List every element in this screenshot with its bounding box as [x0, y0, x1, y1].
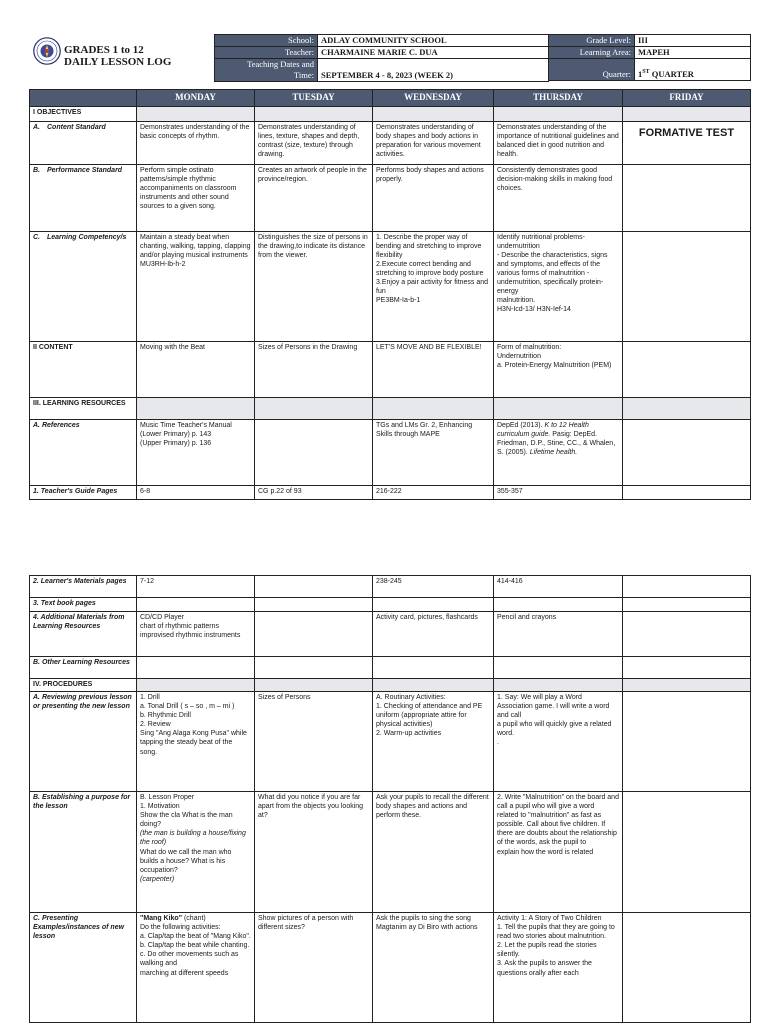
learners-materials-wed: 238-245: [373, 576, 494, 598]
objectives-fri: [623, 106, 751, 121]
lesson-log-table-2: [29, 575, 751, 1023]
references-thu-part: Pasig: DepEd. Friedman, D.P., Stine, CC., & Whalen, S. (2005).: [497, 430, 616, 456]
header-info-right: [548, 34, 751, 81]
references-row: [30, 419, 751, 485]
references-thu-part: DepEd (2013).: [497, 421, 545, 429]
competency-thu-line: Identify nutritional problems- undernutrition: [497, 233, 585, 250]
presenting-wed: Ask the pupils to sing the song Magtanim ay Di Biro with actions: [373, 913, 494, 1023]
teachers-guide-mon: 6-8: [137, 485, 255, 499]
presenting-thu: [494, 913, 623, 1023]
competency-tue: Distinguishes the size of persons in the drawing,to indicate its distance from the viewer.: [255, 231, 373, 341]
purpose-mon-line: Show the cla What is the man doing?: [140, 812, 233, 829]
learners-materials-tue: [255, 576, 373, 598]
purpose-mon-italic: (the man is building a house/fixing the roof): [140, 830, 246, 847]
day-thursday: THURSDAY: [494, 90, 623, 107]
reviewing-thu-line: a pupil who will quickly give a related word.: [497, 721, 612, 738]
purpose-fri: [623, 792, 751, 913]
reviewing-mon-line: 1. Drill: [140, 694, 160, 701]
competency-wed-line: 1. Describe the proper way of bending and stretching to improve flexibility: [376, 233, 482, 259]
competency-wed-line: 3.Enjoy a pair activity for fitness and fun: [376, 279, 489, 296]
competency-thu-line: malnutrition.: [497, 297, 536, 305]
teachers-guide-label: 1. Teacher's Guide Pages: [30, 485, 137, 499]
dates-label-line2: Time:: [293, 70, 314, 81]
content-thu: [494, 341, 623, 397]
quarter-label: Quarter:: [549, 59, 635, 81]
competency-thu-line: various forms of malnutrition - undernutrition, specifically protein-energy: [497, 270, 604, 296]
presenting-label: C. Presenting Examples/instances of new lesson: [30, 913, 137, 1023]
presenting-thu-line: 1. Tell the pupils that they are going to read two stories about malnutrition.: [497, 924, 615, 941]
quarter-number: 1: [638, 69, 643, 80]
references-tue: [255, 419, 373, 485]
dates-value: SEPTEMBER 4 - 8, 2023 (WEEK 2): [318, 59, 549, 82]
content-fri: [623, 341, 751, 397]
procedures-tue: [255, 679, 373, 692]
reviewing-thu: [494, 692, 623, 792]
purpose-row: [30, 792, 751, 913]
objectives-wed: [373, 106, 494, 121]
presenting-mon-line: c. Do other movements such as walking and: [140, 951, 239, 968]
objectives-tue: [255, 106, 373, 121]
purpose-mon-italic: (carpenter): [140, 875, 175, 883]
reviewing-wed: [373, 692, 494, 792]
additional-materials-thu: Pencil and crayons: [494, 612, 623, 657]
teachers-guide-row: [30, 485, 751, 499]
content-thu-line: Undernutrition: [497, 352, 541, 360]
presenting-mon-line: marching at different speeds: [140, 969, 229, 977]
teacher-value: CHARMAINE MARIE C. DUA: [318, 47, 549, 59]
purpose-thu-line: 2. Write "Malnutrition" on the board and call a pupil who will give a word: [497, 794, 619, 811]
learners-materials-label: 2. Learner's Materials pages: [30, 576, 137, 598]
learning-resources-wed: [373, 397, 494, 419]
reviewing-mon-line: Sing "Ang Alaga Kong Pusa" while tapping the steady beat of the song.: [140, 730, 247, 756]
competency-mon: Maintain a steady beat when chanting, walking, tapping, clapping and/or playing musical instruments MU3RH-Ib-h-2: [137, 231, 255, 341]
competency-wed: [373, 231, 494, 341]
other-resources-fri: [623, 657, 751, 679]
presenting-thu-line: 3. Ask the pupils to answer the questions orally after each: [497, 960, 592, 977]
procedures-wed: [373, 679, 494, 692]
textbook-label: 3. Text book pages: [30, 598, 137, 612]
presenting-thu-line: 2. Let the pupils read the stories silently.: [497, 942, 597, 959]
competency-thu-line: - Describe the characteristics, signs and symptoms, and effects of the: [497, 251, 608, 268]
content-thu-line: Form of malnutrition:: [497, 343, 562, 351]
textbook-wed: [373, 598, 494, 612]
references-mon: [137, 419, 255, 485]
performance-standard-thu: Consistently demonstrates good decision-making skills in making food choices.: [494, 164, 623, 231]
purpose-thu-line: related to "malnutrition" as fast as possible. Call about five children. If: [497, 812, 606, 829]
references-label: A. References: [30, 419, 137, 485]
content-standard-mon: Demonstrates understanding of the basic concepts of rhythm.: [137, 121, 255, 164]
performance-standard-label: [30, 164, 137, 231]
objectives-mon: [137, 106, 255, 121]
learning-area-value: MAPEH: [635, 47, 751, 59]
performance-standard-text: Performance Standard: [47, 166, 123, 174]
content-tue: Sizes of Persons in the Drawing: [255, 341, 373, 397]
other-resources-label: B. Other Learning Resources: [30, 657, 137, 679]
learners-materials-mon: 7-12: [137, 576, 255, 598]
presenting-mon-title: [140, 914, 251, 923]
objectives-row: [30, 106, 751, 121]
purpose-mon-line: 1. Motivation: [140, 803, 180, 811]
other-resources-wed: [373, 657, 494, 679]
purpose-thu-line: there are doubts about the relationship of the words, ask the pupil to: [497, 830, 617, 847]
learning-resources-fri: [623, 397, 751, 419]
performance-standard-tue: Creates an artwork of people in the province/region.: [255, 164, 373, 231]
references-thu: [494, 419, 623, 485]
purpose-label: B. Establishing a purpose for the lesson: [30, 792, 137, 913]
objectives-heading: I OBJECTIVES: [30, 106, 137, 121]
teachers-guide-fri: [623, 485, 751, 499]
day-header-row: [30, 90, 751, 107]
textbook-tue: [255, 598, 373, 612]
procedures-mon: [137, 679, 255, 692]
other-resources-thu: [494, 657, 623, 679]
reviewing-fri: [623, 692, 751, 792]
presenting-mon-line: b. Clap/tap the beat while chanting.: [140, 942, 250, 950]
reviewing-mon-line: b. Rhythmic Drill: [140, 712, 191, 720]
additional-materials-row: [30, 612, 751, 657]
content-standard-wed: Demonstrates understanding of body shapes and body actions in preparation for various movement activities.: [373, 121, 494, 164]
additional-materials-mon: [137, 612, 255, 657]
references-thu-italic: K to 12 Health curriculum guide.: [497, 421, 589, 438]
competency-wed-line: PE3BM-Ia-b-1: [376, 297, 421, 305]
procedures-row: [30, 679, 751, 692]
day-monday: MONDAY: [137, 90, 255, 107]
reviewing-mon-line: a. Tonal Drill ( s – so , m – mi ): [140, 703, 235, 711]
reviewing-tue: Sizes of Persons: [255, 692, 373, 792]
presenting-mon: [137, 913, 255, 1023]
learning-resources-tue: [255, 397, 373, 419]
learning-resources-thu: [494, 397, 623, 419]
lesson-log-table-1: [29, 89, 751, 500]
teachers-guide-tue: CG p.22 of 93: [255, 485, 373, 499]
textbook-row: [30, 598, 751, 612]
content-standard-thu: Demonstrates understanding of the importance of nutritional guidelines and balanced diet in good nutrition and health.: [494, 121, 623, 164]
competency-row: [30, 231, 751, 341]
other-resources-row: [30, 657, 751, 679]
document-title: [64, 44, 171, 68]
content-wed: LET'S MOVE AND BE FLEXIBLE!: [373, 341, 494, 397]
purpose-mon: [137, 792, 255, 913]
procedures-heading: IV. PROCEDURES: [30, 679, 137, 692]
reviewing-mon-line: 2. Review: [140, 721, 171, 729]
reviewing-thu-line: .: [497, 739, 499, 747]
content-standard-text: Content Standard: [47, 123, 106, 131]
procedures-fri: [623, 679, 751, 692]
purpose-tue: What did you notice if you are far apart from the objects you looking at?: [255, 792, 373, 913]
quarter-word: QUARTER: [649, 69, 694, 80]
presenting-tue: Show pictures of a person with different sizes?: [255, 913, 373, 1023]
content-heading: II CONTENT: [30, 341, 137, 397]
grade-level-value: III: [635, 35, 751, 47]
presenting-mon-line: a. Clap/tap the beat of "Mang Kiko".: [140, 933, 251, 941]
other-resources-mon: [137, 657, 255, 679]
quarter-superscript: ST: [642, 69, 650, 76]
objectives-thu: [494, 106, 623, 121]
dates-label-line1: Teaching Dates and: [247, 59, 314, 70]
deped-seal-logo: [33, 37, 61, 65]
competency-wed-line: 2.Execute correct bending and stretching to improve body posture: [376, 260, 484, 278]
competency-fri: [623, 231, 751, 341]
content-row: [30, 341, 751, 397]
dates-label: [215, 59, 318, 82]
learners-materials-fri: [623, 576, 751, 598]
competency-num: C.: [33, 233, 40, 241]
references-thu-italic: Lifetime health.: [529, 448, 578, 456]
additional-materials-mon-line: CD/CD Player: [140, 614, 184, 621]
content-mon: Moving with the Beat: [137, 341, 255, 397]
references-fri: [623, 419, 751, 485]
header-info-left: [214, 34, 549, 82]
purpose-thu-line: explain how the word is related: [497, 848, 594, 856]
day-header-blank: [30, 90, 137, 107]
formative-test-note: FORMATIVE TEST: [623, 121, 751, 164]
reviewing-label: A. Reviewing previous lesson or presenting the new lesson: [30, 692, 137, 792]
competency-label: [30, 231, 137, 341]
purpose-thu: [494, 792, 623, 913]
presenting-mon-title-bold: "Mang Kiko": [140, 915, 183, 922]
content-standard-row: [30, 121, 751, 164]
procedures-thu: [494, 679, 623, 692]
other-resources-tue: [255, 657, 373, 679]
references-mon-line: (Lower Primary) p. 143: [140, 430, 212, 438]
presenting-mon-line: Do the following activities:: [140, 924, 221, 932]
references-wed: TGs and LMs Gr. 2, Enhancing Skills through MAPE: [373, 419, 494, 485]
performance-standard-mon: Perform simple ostinato patterns/simple rhythmic accompaniments on classroom instruments and other sound sources to a given song.: [137, 164, 255, 231]
content-standard-num: A.: [33, 123, 40, 131]
additional-materials-label: 4. Additional Materials from Learning Resources: [30, 612, 137, 657]
performance-standard-fri: [623, 164, 751, 231]
presenting-fri: [623, 913, 751, 1023]
performance-standard-wed: Performs body shapes and actions properly.: [373, 164, 494, 231]
learning-resources-mon: [137, 397, 255, 419]
content-thu-line: a. Protein-Energy Malnutrition (PEM): [497, 361, 612, 369]
additional-materials-fri: [623, 612, 751, 657]
learning-area-label: Learning Area:: [549, 47, 635, 59]
learners-materials-row: [30, 576, 751, 598]
performance-standard-num: B.: [33, 166, 40, 174]
purpose-wed: Ask your pupils to recall the different body shapes and actions and perform these.: [373, 792, 494, 913]
school-value: ADLAY COMMUNITY SCHOOL: [318, 35, 549, 47]
day-tuesday: TUESDAY: [255, 90, 373, 107]
learners-materials-thu: 414-416: [494, 576, 623, 598]
teacher-label: Teacher:: [215, 47, 318, 59]
additional-materials-wed: Activity card, pictures, flashcards: [373, 612, 494, 657]
reviewing-wed-line: A. Routinary Activities:: [376, 694, 446, 701]
content-standard-tue: Demonstrates understanding of lines, texture, shapes and depth, contrast (size, texture) through drawing.: [255, 121, 373, 164]
reviewing-mon: [137, 692, 255, 792]
day-wednesday: WEDNESDAY: [373, 90, 494, 107]
presenting-row: [30, 913, 751, 1023]
textbook-thu: [494, 598, 623, 612]
learning-resources-heading: III. LEARNING RESOURCES: [30, 397, 137, 419]
textbook-mon: [137, 598, 255, 612]
competency-text: Learning Competency/s: [47, 233, 127, 241]
additional-materials-tue: [255, 612, 373, 657]
teachers-guide-wed: 216-222: [373, 485, 494, 499]
day-friday: FRIDAY: [623, 90, 751, 107]
content-standard-label: [30, 121, 137, 164]
references-mon-line: Music Time Teacher's Manual: [140, 421, 232, 429]
reviewing-thu-line: 1. Say: We will play a Word Association game. I will write a word and call: [497, 694, 610, 720]
title-line-2: DAILY LESSON LOG: [64, 56, 172, 68]
performance-standard-row: [30, 164, 751, 231]
textbook-fri: [623, 598, 751, 612]
presenting-thu-line: Activity 1: A Story of Two Children: [497, 915, 602, 922]
grade-level-label: Grade Level:: [549, 35, 635, 47]
additional-materials-mon-line: chart of rhythmic patterns improvised rhythmic instruments: [140, 623, 241, 640]
title-line-1: GRADES 1 to 12: [64, 44, 144, 56]
school-label: School:: [215, 35, 318, 47]
learning-resources-row: [30, 397, 751, 419]
teachers-guide-thu: 355-357: [494, 485, 623, 499]
reviewing-wed-line: 2. Warm-up activities: [376, 730, 442, 738]
presenting-mon-title-rest: (chant): [182, 915, 206, 922]
competency-thu-line: H3N-Icd-13/ H3N-Ief-14: [497, 306, 571, 314]
reviewing-row: [30, 692, 751, 792]
competency-thu: [494, 231, 623, 341]
quarter-value: [635, 59, 751, 81]
reviewing-wed-line: 1. Checking of attendance and PE uniform (appropriate attire for physical activities): [376, 703, 483, 729]
references-mon-line: (Upper Primary) p. 136: [140, 439, 212, 447]
purpose-mon-line: What do we call the man who builds a house? What is his occupation?: [140, 848, 232, 874]
purpose-mon-line: B. Lesson Proper: [140, 794, 195, 801]
